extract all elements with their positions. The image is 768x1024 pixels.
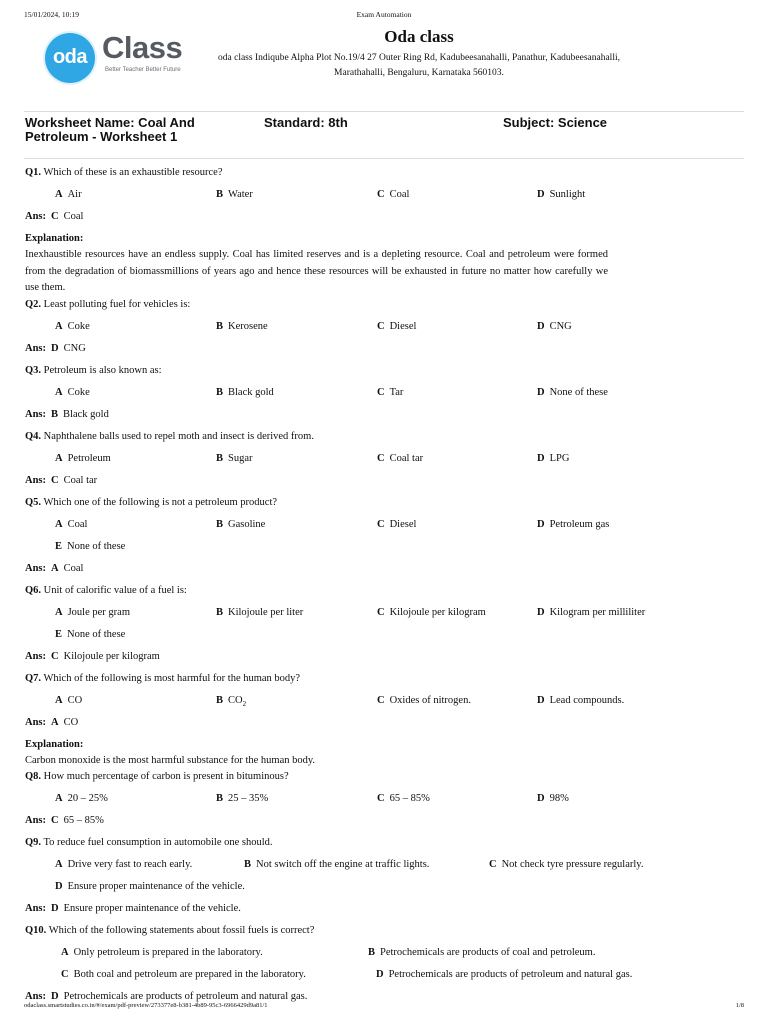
question-list	[25, 166, 745, 1012]
option-row	[25, 968, 745, 990]
option-text: Not check tyre pressure regularly.	[501, 858, 644, 870]
question-number: Q2.	[25, 298, 42, 310]
option-text: Coke	[67, 320, 90, 332]
option-key: C	[377, 452, 385, 464]
option-row	[25, 188, 745, 210]
answer-text: Kilojoule per kilogram	[63, 650, 160, 662]
organization-address: oda class Indiqube Alpha Plot No.19/4 27 Outer Ring Rd, Kadubeesanahalli, Panathur, Kadubeesanahalli, Marathahalli, Bengaluru, Karnataka 560103.	[218, 53, 620, 78]
option-d	[55, 880, 245, 894]
option-key: D	[537, 320, 545, 332]
answer-text: 65 – 85%	[63, 814, 104, 826]
option-key: B	[216, 694, 224, 706]
answer-key: B	[51, 408, 59, 420]
answer-key: C	[51, 650, 59, 662]
option-text: Petroleum	[67, 452, 111, 464]
option-text: CO	[67, 694, 83, 706]
question-text: Q5. Which one of the following is not a petroleum product?	[25, 496, 278, 508]
question-number: Q7.	[25, 672, 42, 684]
option-text: Kilogram per milliliter	[549, 606, 646, 618]
option-c	[377, 606, 486, 620]
option-text: Kilojoule per kilogram	[389, 606, 486, 618]
option-a	[55, 386, 90, 400]
option-d	[537, 694, 624, 708]
option-b	[216, 518, 265, 532]
option-key: B	[216, 452, 224, 464]
option-key: C	[377, 606, 385, 618]
option-a	[55, 792, 108, 806]
option-key: C	[377, 320, 385, 332]
organization-name: Oda class	[384, 27, 454, 46]
option-c	[61, 968, 306, 982]
option-row	[25, 518, 745, 540]
option-key: C	[377, 518, 385, 530]
worksheet-standard: Standard: 8th	[264, 115, 348, 130]
question-text: Q1. Which of these is an exhaustible resource?	[25, 167, 223, 178]
option-key: D	[537, 189, 545, 200]
option-c	[377, 386, 403, 400]
answer-label: Ans:	[25, 650, 47, 662]
option-text: Kerosene	[228, 320, 268, 332]
organization-block	[190, 27, 648, 81]
worksheet-subject: Subject: Science	[503, 115, 608, 130]
option-text: 25 – 35%	[228, 792, 269, 804]
answer-line	[25, 474, 745, 496]
option-d	[537, 452, 569, 466]
answer-label: Ans:	[25, 408, 47, 420]
option-e	[55, 540, 125, 554]
option-key: B	[216, 606, 224, 618]
option-row	[25, 628, 745, 650]
question-number: Q10.	[25, 924, 47, 936]
explanation-heading: Explanation:	[25, 233, 84, 244]
option-d	[537, 606, 645, 620]
option-text: Kilojoule per liter	[228, 606, 304, 618]
option-c	[489, 858, 643, 872]
option-key: D	[537, 792, 545, 804]
answer-label: Ans:	[25, 211, 47, 222]
option-d	[537, 792, 569, 806]
option-key: D	[55, 880, 63, 892]
option-text: Joule per gram	[67, 606, 130, 618]
option-key: B	[216, 189, 224, 200]
option-key: B	[368, 946, 376, 958]
option-row	[25, 386, 745, 408]
answer-line	[25, 650, 745, 672]
option-d	[537, 320, 572, 334]
option-text: None of these	[67, 540, 126, 552]
answer-label: Ans:	[25, 990, 47, 1002]
option-a	[55, 518, 87, 532]
option-text: None of these	[67, 628, 126, 640]
option-row	[25, 792, 745, 814]
option-text: Petrochemicals are products of petroleum and natural gas.	[388, 968, 633, 980]
option-row	[25, 540, 745, 562]
option-b	[216, 694, 246, 711]
option-key: A	[55, 694, 63, 706]
option-key: C	[489, 858, 497, 870]
option-key: B	[216, 320, 224, 332]
option-key: A	[55, 606, 63, 618]
explanation-heading: Explanation:	[25, 738, 84, 750]
answer-text: Coal	[63, 562, 84, 574]
explanation-text: Inexhaustible resources have an endless supply. Coal has limited reserves and is a depleting resource. Coal and petroleum were formed from the degradation of biomassmillions of years ago and hence these resources will be exhausted in future no matter how carefully we use them.	[25, 249, 608, 293]
option-text: Sugar	[228, 452, 253, 464]
option-key: A	[55, 386, 63, 398]
option-row	[25, 858, 745, 880]
option-row	[25, 320, 745, 342]
option-d	[537, 386, 608, 400]
option-c	[377, 452, 423, 466]
option-d	[537, 188, 585, 202]
question-number: Q8.	[25, 770, 42, 782]
option-key: B	[216, 792, 224, 804]
answer-label: Ans:	[25, 716, 47, 728]
option-key: D	[537, 694, 545, 706]
question-text: Q3. Petroleum is also known as:	[25, 364, 162, 376]
option-text: 98%	[549, 792, 569, 804]
option-b	[368, 946, 595, 960]
option-text: LPG	[549, 452, 570, 464]
option-row	[25, 606, 745, 628]
question-number: Q1.	[25, 167, 42, 178]
option-b	[216, 792, 268, 806]
question-text: Q10. Which of the following statements about fossil fuels is correct?	[25, 924, 315, 936]
answer-text: Petrochemicals are products of petroleum and natural gas.	[63, 990, 308, 1002]
print-footer	[24, 1002, 744, 1012]
option-text: Oxides of nitrogen.	[389, 694, 471, 706]
answer-line	[25, 210, 745, 232]
option-key: E	[55, 628, 63, 640]
answer-label: Ans:	[25, 562, 47, 574]
option-key: B	[244, 858, 252, 870]
option-key: A	[55, 792, 63, 804]
worksheet-meta	[24, 116, 744, 148]
answer-key: D	[51, 342, 59, 354]
answer-line	[25, 342, 745, 364]
option-c	[377, 320, 416, 334]
option-key: C	[377, 386, 385, 398]
divider	[24, 158, 744, 159]
print-header	[24, 10, 744, 22]
print-app-title: Exam Automation	[356, 10, 412, 19]
option-text: Lead compounds.	[549, 694, 625, 706]
answer-text: Black gold	[63, 408, 109, 420]
option-text: CO	[228, 694, 243, 706]
question-number: Q6.	[25, 584, 42, 596]
option-text: Coal	[389, 189, 410, 200]
option-a	[55, 320, 90, 334]
option-text: Water	[228, 189, 253, 200]
answer-text: Ensure proper maintenance of the vehicle.	[63, 902, 241, 914]
option-c	[377, 694, 471, 708]
option-key: A	[55, 518, 63, 530]
answer-line	[25, 716, 745, 738]
option-row	[25, 880, 745, 902]
answer-line	[25, 408, 745, 430]
option-key: D	[537, 386, 545, 398]
answer-text: Coal	[63, 211, 84, 222]
option-key: A	[55, 858, 63, 870]
option-d	[537, 518, 609, 532]
option-a	[55, 858, 192, 872]
option-b	[216, 188, 253, 202]
option-e	[55, 628, 125, 642]
option-a	[55, 694, 82, 708]
option-a	[55, 188, 82, 202]
option-b	[216, 452, 253, 466]
answer-label: Ans:	[25, 902, 47, 914]
option-b	[244, 858, 429, 872]
option-text: Petrochemicals are products of coal and petroleum.	[380, 946, 596, 958]
answer-line	[25, 814, 745, 836]
logo-tagline: Better Teacher Better Future	[105, 67, 181, 73]
answer-key: A	[51, 562, 59, 574]
question-text: Q4. Naphthalene balls used to repel moth and insect is derived from.	[25, 430, 314, 442]
option-b	[216, 320, 268, 334]
option-c	[377, 792, 430, 806]
option-text: 20 – 25%	[67, 792, 108, 804]
question-number: Q9.	[25, 836, 42, 848]
option-text: Drive very fast to reach early.	[67, 858, 193, 870]
option-key: A	[55, 452, 63, 464]
option-text: Only petroleum is prepared in the laboratory.	[73, 946, 263, 958]
print-datetime: 15/01/2024, 10:19	[24, 10, 80, 19]
option-key: A	[55, 320, 63, 332]
option-key: E	[55, 540, 63, 552]
option-b	[216, 386, 274, 400]
answer-text: Coal tar	[63, 474, 98, 486]
answer-key: D	[51, 902, 59, 914]
page-number: 1/8	[735, 1002, 744, 1009]
option-text: Sunlight	[549, 189, 586, 200]
answer-label: Ans:	[25, 474, 47, 486]
option-text: Ensure proper maintenance of the vehicle.	[67, 880, 245, 892]
answer-key: D	[51, 990, 59, 1002]
explanation-text: Carbon monoxide is the most harmful substance for the human body.	[25, 754, 316, 766]
logo-circle: oda	[45, 33, 95, 83]
option-text: Black gold	[228, 386, 274, 398]
answer-text: CO	[63, 716, 79, 728]
option-c	[377, 188, 409, 202]
answer-line	[25, 902, 745, 924]
worksheet-name: Worksheet Name: Coal And Petroleum - Worksheet 1	[25, 115, 195, 144]
question-number: Q3.	[25, 364, 42, 376]
option-a	[55, 606, 130, 620]
question-text: Q8. How much percentage of carbon is present in bituminous?	[25, 770, 289, 782]
answer-text: CNG	[63, 342, 86, 354]
option-key: B	[216, 386, 224, 398]
option-text: Coal tar	[389, 452, 424, 464]
divider	[24, 111, 744, 112]
option-text: None of these	[549, 386, 608, 398]
subscript: 2	[242, 699, 247, 708]
page-url: odaclass.smartstudies.co.in/#/exam/pdf-preview/273377e8-b381-4b89-95c3-6966429d9a81/1	[24, 1002, 268, 1009]
option-text: Diesel	[389, 320, 417, 332]
option-key: A	[55, 189, 63, 200]
answer-key: C	[51, 211, 59, 222]
option-d	[376, 968, 632, 982]
option-text: Air	[67, 189, 82, 200]
question-number: Q5.	[25, 496, 42, 508]
answer-label: Ans:	[25, 342, 47, 354]
option-text: Both coal and petroleum are prepared in the laboratory.	[73, 968, 306, 980]
option-key: D	[537, 518, 545, 530]
option-text: Petroleum gas	[549, 518, 610, 530]
option-text: CNG	[549, 320, 572, 332]
option-text: Tar	[389, 386, 404, 398]
oda-class-logo	[45, 30, 195, 82]
option-key: C	[377, 189, 385, 200]
option-key: C	[377, 694, 385, 706]
option-b	[216, 606, 303, 620]
option-row	[25, 694, 745, 716]
option-a	[55, 452, 111, 466]
option-text: Diesel	[389, 518, 417, 530]
option-row	[25, 946, 745, 968]
option-text: Gasoline	[228, 518, 266, 530]
option-c	[377, 518, 416, 532]
question-text: Q9. To reduce fuel consumption in automobile one should.	[25, 836, 273, 848]
question-text: Q6. Unit of calorific value of a fuel is:	[25, 584, 187, 596]
option-text: Not switch off the engine at traffic lights.	[256, 858, 430, 870]
option-key: D	[537, 452, 545, 464]
question-number: Q4.	[25, 430, 42, 442]
option-text: Coal	[67, 518, 88, 530]
answer-line	[25, 562, 745, 584]
option-key: C	[377, 792, 385, 804]
option-key: B	[216, 518, 224, 530]
option-key: D	[537, 606, 545, 618]
answer-label: Ans:	[25, 814, 47, 826]
question-text: Q2. Least polluting fuel for vehicles is:	[25, 298, 191, 310]
answer-key: C	[51, 474, 59, 486]
option-key: D	[376, 968, 384, 980]
answer-key: C	[51, 814, 59, 826]
logo-word: Class	[102, 30, 183, 65]
option-row	[25, 452, 745, 474]
question-text: Q7. Which of the following is most harmful for the human body?	[25, 672, 301, 684]
option-key: A	[61, 946, 69, 958]
option-text: Coke	[67, 386, 90, 398]
option-key: C	[61, 968, 69, 980]
answer-key: A	[51, 716, 59, 728]
option-text: 65 – 85%	[389, 792, 430, 804]
option-a	[61, 946, 263, 960]
